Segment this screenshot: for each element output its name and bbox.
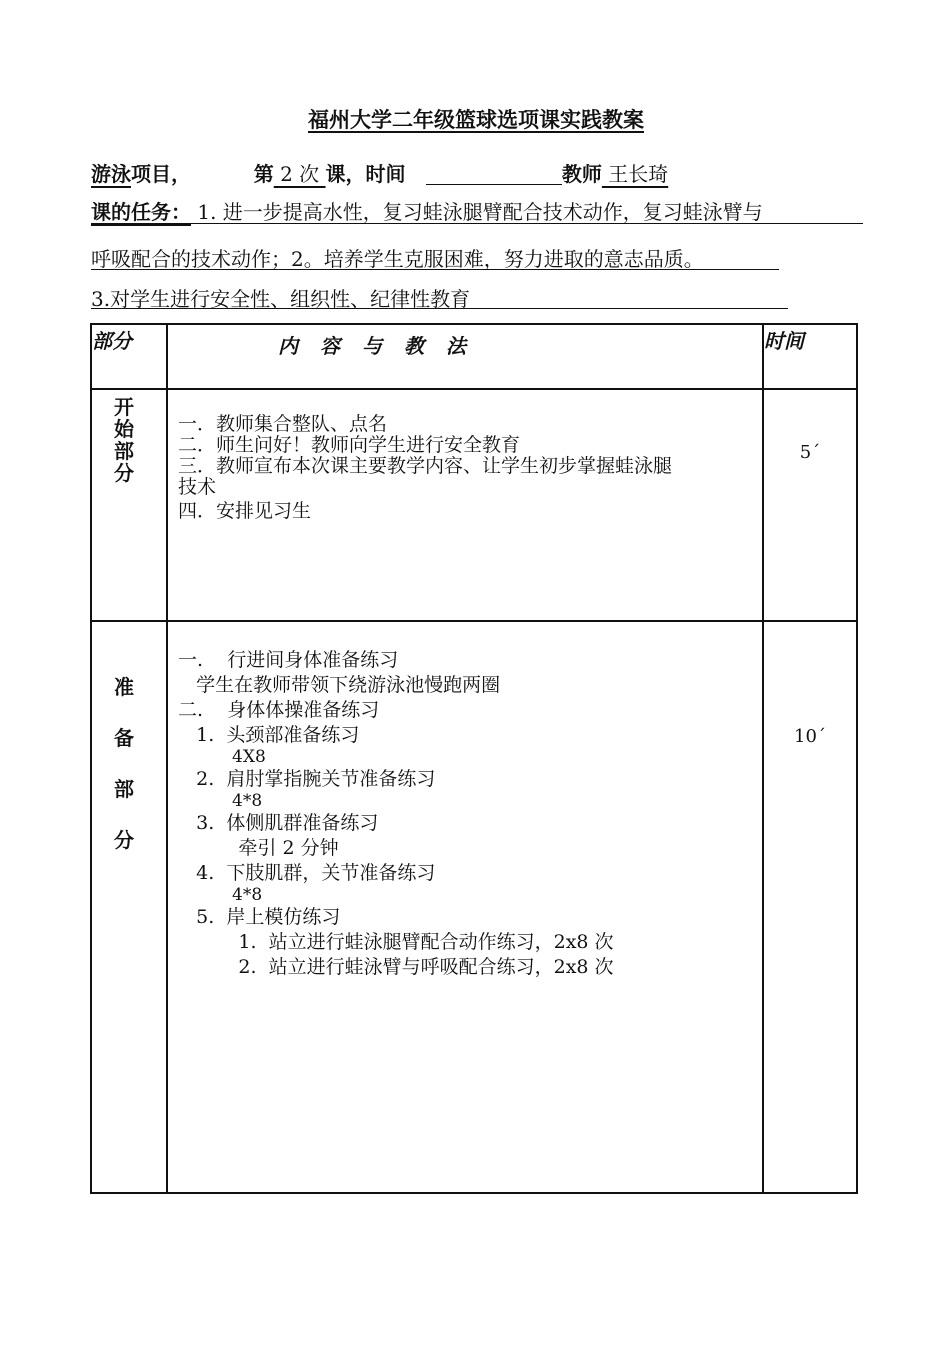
table-row (91, 389, 857, 621)
task-text-3: 3.对学生进行安全性、组织性、纪律性教育 (91, 287, 471, 311)
table-header-row (91, 324, 857, 389)
section-content: 一．教师集合整队、点名 二．师生问好！教师向学生进行安全教育 三．教师宣布本次课主要教学内容、让学生初步掌握蛙泳腿 技术 四．安排见习生 (167, 389, 763, 621)
time-blank (426, 164, 562, 185)
task-label: 课的任务： (91, 200, 191, 224)
task-text-2: 呼吸配合的技术动作；2。培养学生克服困难，努力进取的意志品质。 (91, 247, 704, 271)
header-line (91, 158, 668, 187)
task-underline-1 (91, 223, 863, 224)
section-label: 开 始 部 分 (91, 389, 167, 621)
session-suffix: 课，时间 (325, 162, 406, 186)
section-label: 准 备 部 分 (91, 621, 167, 1193)
teacher-name: 王长琦 (601, 162, 669, 186)
task-line-2 (91, 243, 704, 272)
section-content: 一. 行进间身体准备练习 学生在教师带领下绕游泳池慢跑两圈 二. 身体体操准备练习 1. 头颈部准备练习 4X8 2. 肩肘掌指腕关节准备练习 4*8 3. 体侧肌群准备练习 牵引 2 分钟 4. 下肢肌群，关节准备练习 4*8 5. 岸上模仿练习 1. 站立进行蛙泳腿臂配合动作练习，2x8 次 2. 站立进行蛙泳臂与呼吸配合练习，2x8 次 (167, 621, 763, 1193)
teacher-label: 教师 (561, 162, 602, 186)
section-time: 10´ (763, 621, 857, 1193)
lesson-plan-table (90, 323, 858, 1194)
task-underline-3 (91, 308, 788, 309)
task-underline-2 (91, 269, 779, 270)
project-label: 游泳 (91, 162, 131, 186)
header-content: 内容与教法 (167, 324, 763, 389)
header-time: 时间 (763, 324, 857, 389)
session-prefix: 第 (253, 162, 274, 186)
section-time: 5´ (763, 389, 857, 621)
session-number: 2 次 (273, 162, 326, 186)
table-row (91, 621, 857, 1193)
page-title: 福州大学二年级篮球选项课实践教案 (308, 108, 644, 132)
project-suffix: 项目， (131, 162, 191, 186)
task-text-1: 1. 进一步提高水性，复习蛙泳腿臂配合技术动作，复习蛙泳臂与 (191, 200, 763, 224)
task-line-1 (91, 196, 763, 225)
header-section: 部分 (91, 324, 167, 389)
